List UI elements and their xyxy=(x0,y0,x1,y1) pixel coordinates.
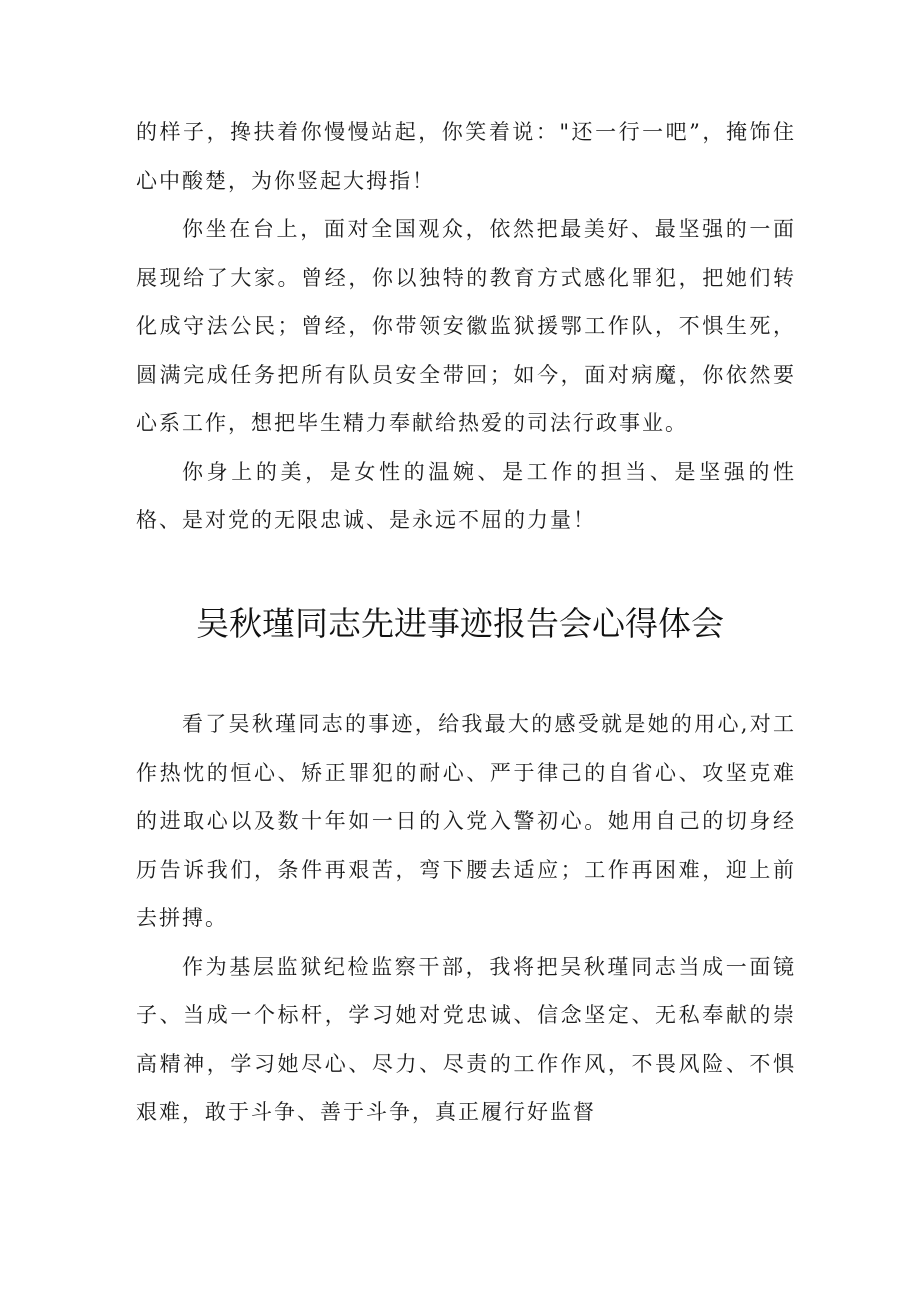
paragraph-impression: 看了吴秋瑾同志的事迹，给我最大的感受就是她的用心,对工作热忱的恒心、矫正罪犯的耐心、严于律己的自省心、攻坚克难的进取心以及数十年如一日的入党入警初心。她用自己的切身经历告诉我们，条件再艰苦，弯下腰去适应；工作再困难，迎上前去拼搏。 xyxy=(136,712,796,930)
section-title: 吴秋瑾同志先进事迹报告会心得体会 xyxy=(196,604,724,643)
paragraph-continuation: 的样子，搀扶着你慢慢站起，你笑着说："还一行一吧”，掩饰住心中酸楚，为你竖起大拇指！ xyxy=(136,120,796,193)
paragraph-commitment: 作为基层监狱纪检监察干部，我将把吴秋瑾同志当成一面镜子、当成一个标杆，学习她对党忠诚、信念坚定、无私奉献的崇高精神，学习她尽心、尽力、尽责的工作作风，不畏风险、不惧艰难，敢于斗争、善于斗争，真正履行好监督 xyxy=(136,954,796,1124)
paragraph-beauty: 你身上的美，是女性的温婉、是工作的担当、是坚强的性格、是对党的无限忠诚、是永远不屈的力量！ xyxy=(136,459,796,532)
top-text-section xyxy=(136,108,796,545)
paragraph-stage: 你坐在台上，面对全国观众，依然把最美好、最坚强的一面展现给了大家。曾经，你以独特的教育方式感化罪犯，把她们转化成守法公民；曾经，你带领安徽监狱援鄂工作队，不惧生死，圆满完成任务把所有队员安全带回；如今，面对病魔，你依然要心系工作，想把毕生精力奉献给热爱的司法行政事业。 xyxy=(136,217,796,435)
bottom-text-section xyxy=(136,700,796,1137)
